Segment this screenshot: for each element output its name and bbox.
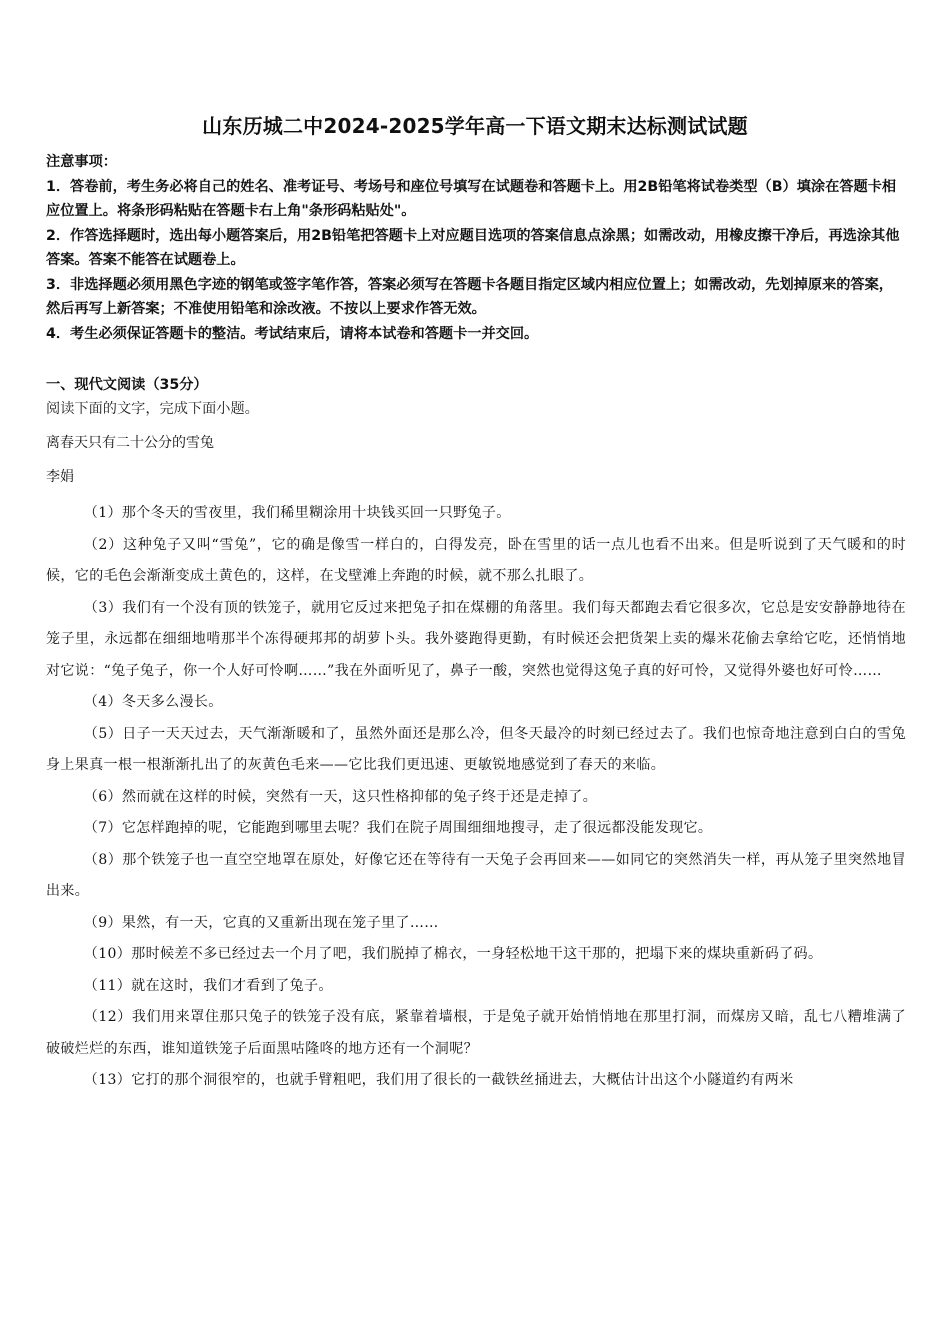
paragraph-13: （13）它打的那个洞很窄的，也就手臂粗吧，我们用了很长的一截铁丝捅进去，大概估计出这个小隧道约有两米 <box>83 1072 794 1088</box>
notice-item-1: 1．答卷前，考生务必将自己的姓名、准考证号、考场号和座位号填写在试题卷和答题卡上。用2B铅笔将试卷类型（B）填涂在答题卡相应位置上。将条形码粘贴在答题卡右上角"条形码粘贴处"。 <box>46 178 897 219</box>
page-title: 山东历城二中2024-2025学年高一下语文期末达标测试试题 <box>202 114 748 138</box>
notice-block <box>46 150 906 346</box>
paragraph-12: （12）我们用来罩住那只兔子的铁笼子没有底，紧靠着墙根，于是兔子就开始悄悄地在那里打洞，而煤房又暗，乱七八糟堆满了破破烂烂的东西，谁知道铁笼子后面黑咕隆咚的地方还有一个洞呢？ <box>46 1009 906 1057</box>
paragraph-3: （3）我们有一个没有顶的铁笼子，就用它反过来把兔子扣在煤棚的角落里。我们每天都跑去看它很多次，它总是安安静静地待在笼子里，永远都在细细地啃那半个冻得硬邦邦的胡萝卜头。我外婆跑得更勤，有时候还会把货架上卖的爆米花偷去拿给它吃，还悄悄地对它说：“兔子兔子，你一个人好可怜啊……”我在外面听见了，鼻子一酸，突然也觉得这兔子真的好可怜，又觉得外婆也好可怜…… <box>46 599 906 679</box>
notice-heading: 注意事项： <box>46 154 117 170</box>
article-title: 离春天只有二十公分的雪兔 <box>46 435 214 451</box>
section-heading: 一、现代文阅读（35分） <box>46 377 208 393</box>
paragraph-11: （11）就在这时，我们才看到了兔子。 <box>83 977 333 994</box>
paragraph-2: （2）这种兔子又叫“雪兔”，它的确是像雪一样白的，白得发亮，卧在雪里的话一点儿也看不出来。但是听说到了天气暖和的时候，它的毛色会渐渐变成土黄色的，这样，在戈壁滩上奔跑的时候，就不那么扎眼了。 <box>46 536 906 584</box>
notice-item-4: 4．考生必须保证答题卡的整洁。考试结束后，请将本试卷和答题卡一并交回。 <box>46 325 539 342</box>
paragraph-9: （9）果然，有一天，它真的又重新出现在笼子里了…… <box>83 914 439 931</box>
paragraph-4: （4）冬天多么漫长。 <box>83 694 223 710</box>
notice-item-2: 2．作答选择题时，选出每小题答案后，用2B铅笔把答题卡上对应题目选项的答案信息点涂黑；如需改动，用橡皮擦干净后，再选涂其他答案。答案不能答在试题卷上。 <box>46 227 900 268</box>
paragraph-6: （6）然而就在这样的时候，突然有一天，这只性格抑郁的兔子终于还是走掉了。 <box>83 788 598 805</box>
paragraph-1: （1）那个冬天的雪夜里，我们稀里糊涂用十块钱买回一只野兔子。 <box>83 505 511 521</box>
section-instruction: 阅读下面的文字，完成下面小题。 <box>46 401 259 417</box>
paragraph-10: （10）那时候差不多已经过去一个月了吧，我们脱掉了棉衣，一身轻松地干这干那的，把塌下来的煤块重新码了码。 <box>83 946 823 962</box>
paragraph-7: （7）它怎样跑掉的呢，它能跑到哪里去呢？我们在院子周围细细地搜寻，走了很远都没能发现它。 <box>83 820 713 836</box>
paragraph-8: （8）那个铁笼子也一直空空地罩在原处，好像它还在等待有一天兔子会再回来——如同它的突然消失一样，再从笼子里突然地冒出来。 <box>46 851 906 899</box>
paragraph-5: （5）日子一天天过去，天气渐渐暖和了，虽然外面还是那么冷，但冬天最冷的时刻已经过去了。我们也惊奇地注意到白白的雪兔身上果真一根一根渐渐扎出了的灰黄色毛来——它比我们更迅速、更敏锐地感觉到了春天的来临。 <box>46 725 906 773</box>
article-body <box>46 498 906 1097</box>
notice-item-3: 3．非选择题必须用黑色字迹的钢笔或签字笔作答，答案必须写在答题卡各题目指定区域内相应位置上；如需改动，先划掉原来的答案，然后再写上新答案；不准使用铅笔和涂改液。不按以上要求作答无效。 <box>46 276 893 317</box>
article-author: 李娟 <box>46 469 74 485</box>
